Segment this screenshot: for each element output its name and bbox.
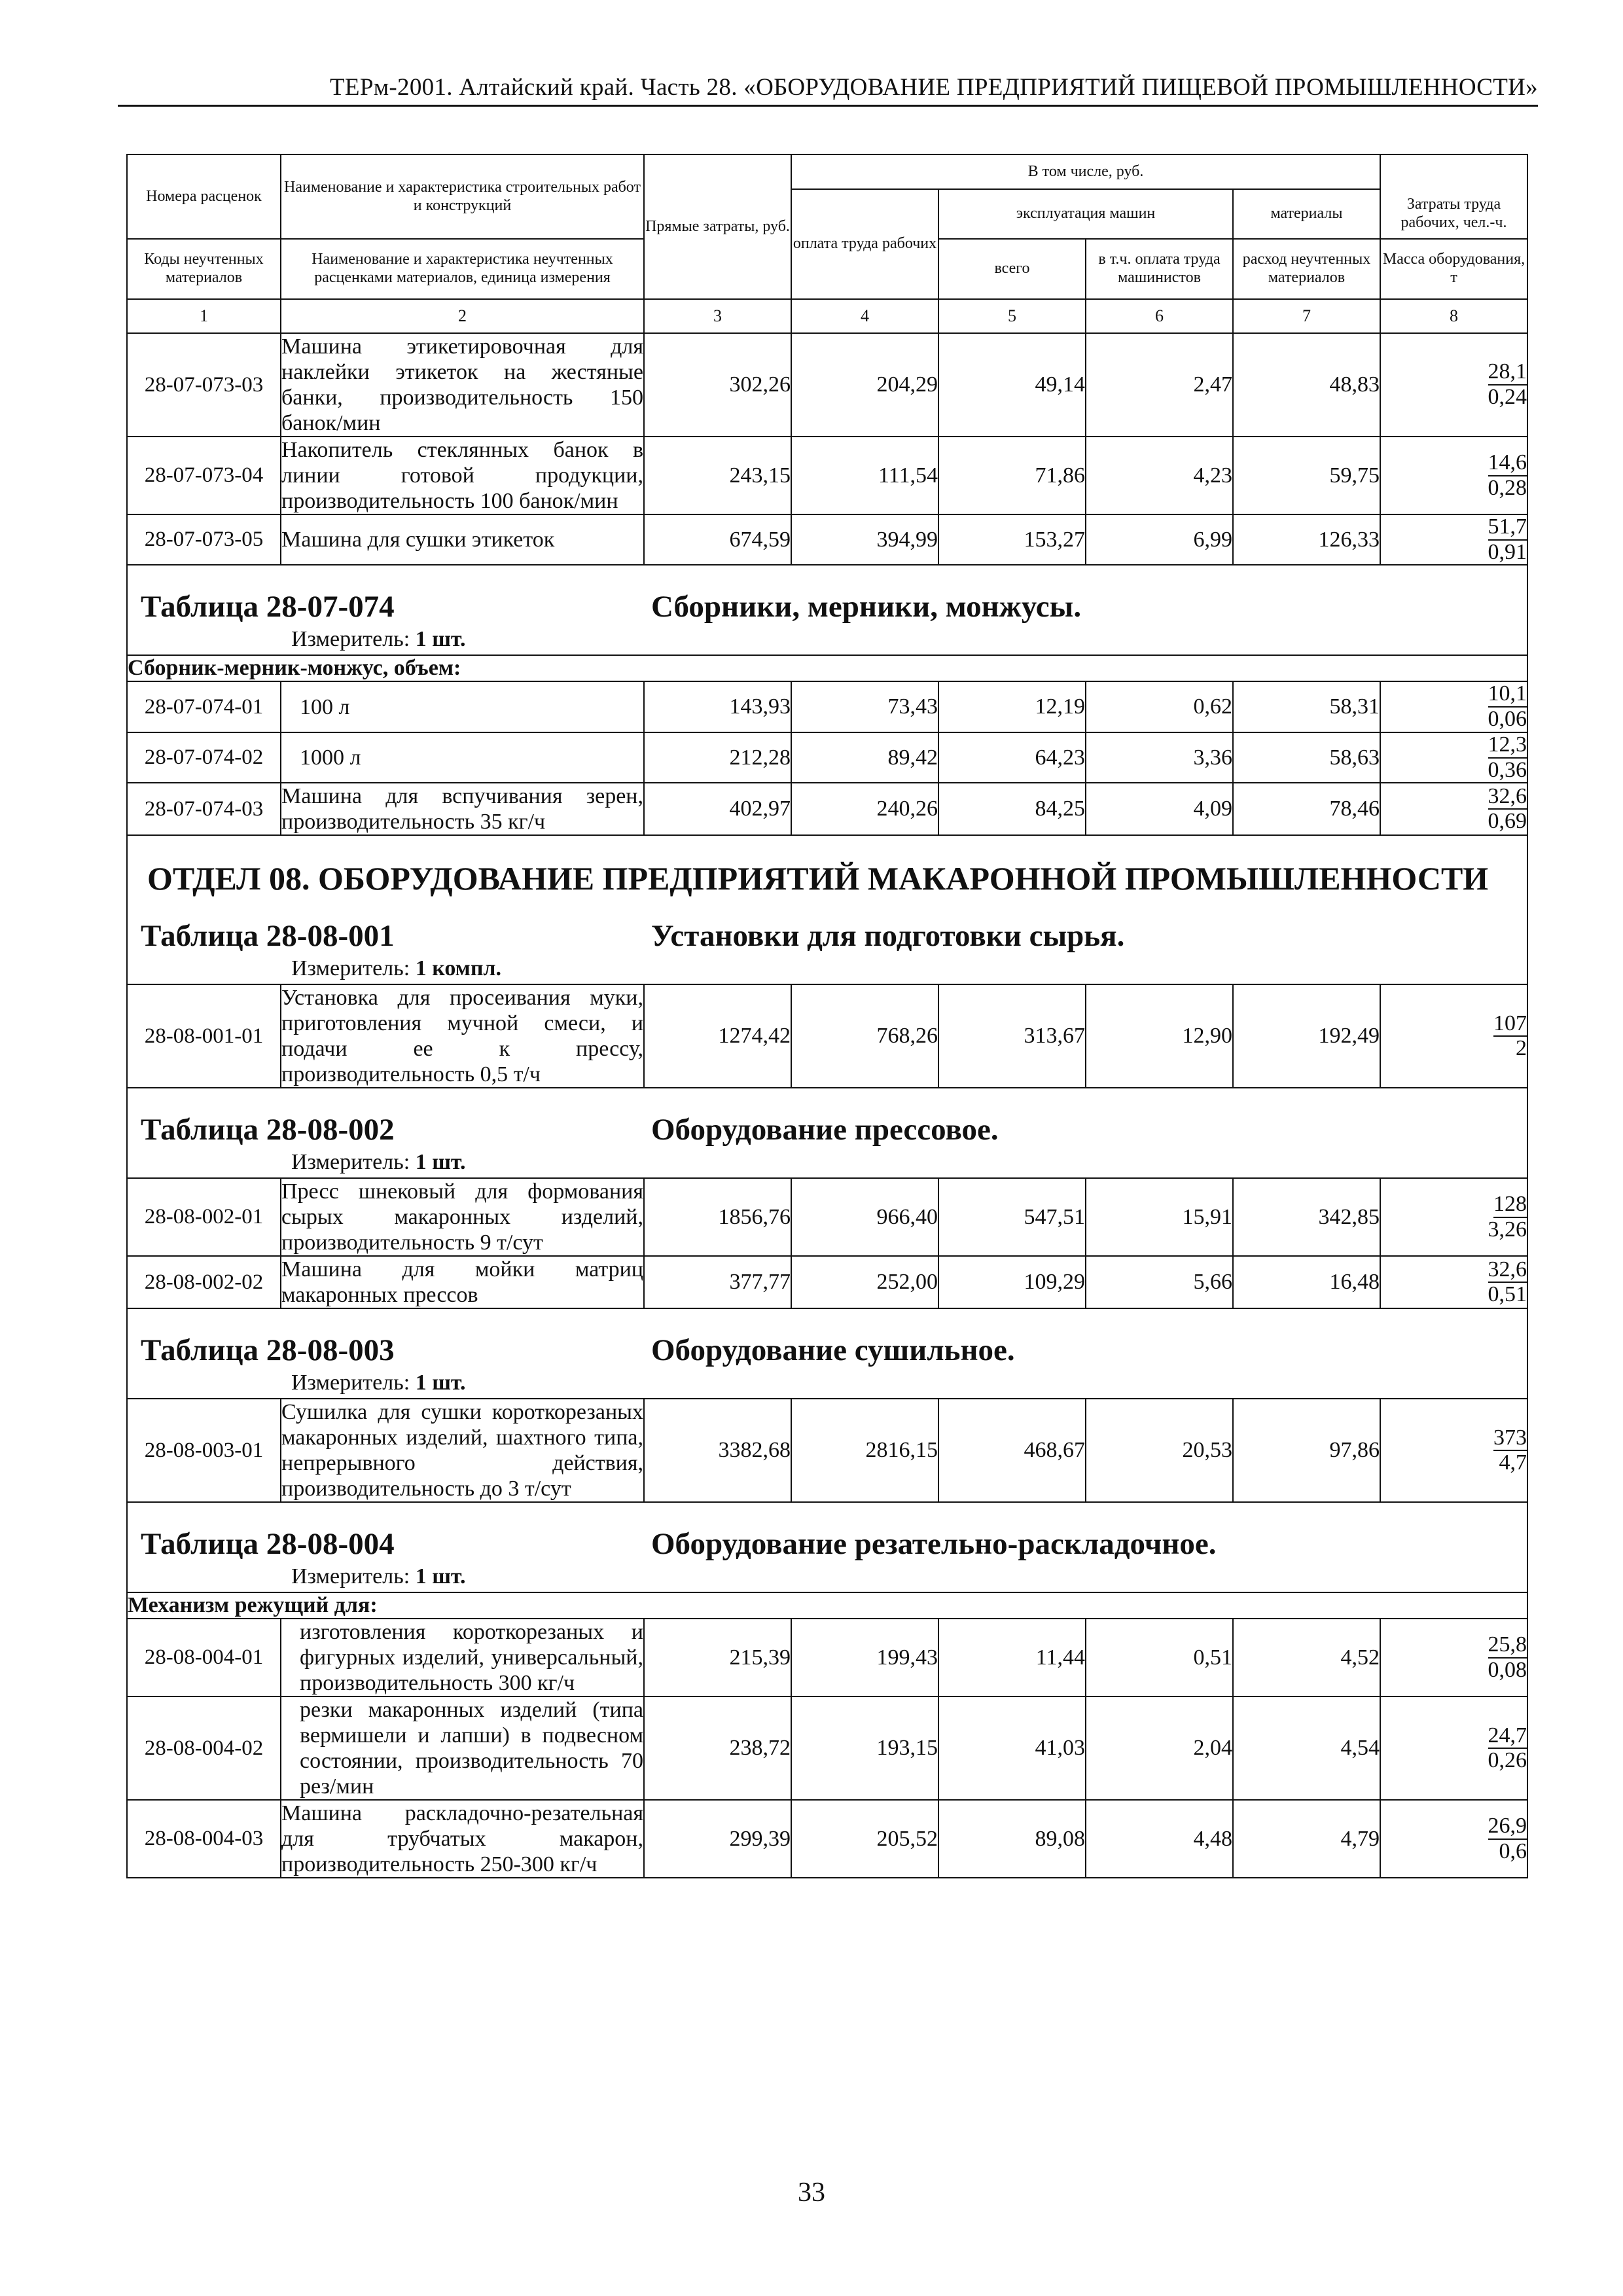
col-head-materials: материалы [1233,189,1380,239]
table-label: Таблица 28-07-074 [141,590,395,624]
direct-costs-value: 238,72 [644,1696,791,1800]
table-heading [127,565,1527,655]
machines-total-value: 64,23 [938,732,1086,783]
column-number: 1 [127,299,281,333]
measure-unit [128,1562,1527,1592]
direct-costs-value: 302,26 [644,333,791,437]
machines-total-value: 71,86 [938,437,1086,514]
operators-pay-value: 6,99 [1086,514,1233,565]
table-title: Установки для подготовки сырья. [651,919,1125,954]
table-label: Таблица 28-08-001 [141,919,395,954]
labor-hours-value: 107 [1493,1012,1527,1037]
page-number: 33 [798,2178,825,2208]
rate-code: 28-07-074-03 [127,783,281,835]
labor-hours-value: 24,7 [1488,1724,1527,1749]
labor-mass-fraction [1380,1619,1527,1696]
table-caption [128,1088,1527,1147]
measure-value: 1 шт. [415,1564,466,1589]
rate-code: 28-08-004-01 [127,1619,281,1696]
machines-total-value: 109,29 [938,1256,1086,1308]
column-number: 2 [281,299,644,333]
equipment-mass-value: 0,69 [1488,809,1527,834]
col-head-direct-costs: Прямые затраты, руб. [644,154,791,299]
table-heading [127,1308,1527,1399]
equipment-mass-value: 0,26 [1488,1748,1527,1773]
direct-costs-value: 299,39 [644,1800,791,1878]
table-row [127,1696,1527,1800]
column-number: 8 [1380,299,1527,333]
materials-value: 192,49 [1233,984,1380,1088]
machines-total-value: 153,27 [938,514,1086,565]
operators-pay-value: 15,91 [1086,1178,1233,1256]
labor-mass-fraction [1380,984,1527,1088]
materials-value: 59,75 [1233,437,1380,514]
operators-pay-value: 4,09 [1086,783,1233,835]
materials-value: 58,63 [1233,732,1380,783]
materials-value: 16,48 [1233,1256,1380,1308]
labor-pay-value: 193,15 [791,1696,938,1800]
table-row [127,1619,1527,1696]
col-head-blank [1380,154,1527,189]
item-name: 1000 л [281,732,644,783]
item-name: 100 л [281,681,644,732]
item-name: Машина для вспучивания зерен, производительность 35 кг/ч [281,784,643,834]
column-number: 5 [938,299,1086,333]
labor-mass-fraction [1380,1256,1527,1308]
operators-pay-value: 2,47 [1086,333,1233,437]
item-name: Машина раскладочно-резательная для трубчатых макарон, производительность 250-300 кг/ч [281,1801,643,1877]
operators-pay-value: 5,66 [1086,1256,1233,1308]
table-caption [128,1309,1527,1368]
machines-total-value: 84,25 [938,783,1086,835]
item-name: Установка для просеивания муки, приготовления мучной смеси, и подачи ее к прессу, производительность 0,5 т/ч [281,986,643,1087]
direct-costs-value: 1274,42 [644,984,791,1088]
col-head-machine-operation: эксплуатация машин [938,189,1233,239]
equipment-mass-value: 0,91 [1488,539,1527,564]
estimate-table [126,154,1528,1878]
labor-hours-value: 128 [1493,1193,1527,1218]
measure-value: 1 шт. [415,1371,466,1395]
labor-hours-value: 28,1 [1488,360,1527,386]
labor-mass-fraction [1380,732,1527,783]
table-row [127,1800,1527,1878]
operators-pay-value: 0,62 [1086,681,1233,732]
labor-mass-fraction [1380,437,1527,514]
measure-value: 1 компл. [415,956,502,981]
operators-pay-value: 0,51 [1086,1619,1233,1696]
equipment-mass-value: 3,26 [1488,1217,1527,1242]
measure-value: 1 шт. [415,627,466,652]
measure-label: Измеритель: [291,627,410,652]
table-heading [127,1088,1527,1178]
direct-costs-value: 1856,76 [644,1178,791,1256]
labor-mass-fraction [1380,333,1527,437]
rows-28-08-003 [127,1399,1527,1502]
col-head-including: В том числе, руб. [791,154,1380,189]
direct-costs-value: 674,59 [644,514,791,565]
measure-label: Измеритель: [291,956,410,981]
table-title: Оборудование прессовое. [651,1113,999,1147]
rate-code: 28-08-002-02 [127,1256,281,1308]
table-label: Таблица 28-08-004 [141,1527,395,1562]
measure-unit [128,1368,1527,1398]
rows-28-08-004 [127,1619,1527,1878]
labor-pay-value: 768,26 [791,984,938,1088]
table-28-07-074-heading [127,565,1527,681]
labor-hours-value: 32,6 [1488,1258,1527,1283]
materials-value: 126,33 [1233,514,1380,565]
measure-unit [128,624,1527,655]
labor-mass-fraction [1380,1178,1527,1256]
table-label: Таблица 28-08-002 [141,1113,395,1147]
rate-code: 28-08-003-01 [127,1399,281,1502]
labor-hours-value: 14,6 [1488,451,1527,476]
labor-hours-value: 373 [1493,1426,1527,1452]
item-name: Машина этикетировочная для наклейки этикеток на жестяные банки, производительность 150 банок/мин [281,334,643,435]
equipment-mass-value: 0,51 [1488,1282,1527,1307]
labor-pay-value: 205,52 [791,1800,938,1878]
col-head-operators-pay: в т.ч. оплата труда машинистов [1086,239,1233,299]
direct-costs-value: 377,77 [644,1256,791,1308]
table-row [127,437,1527,514]
labor-pay-value: 73,43 [791,681,938,732]
direct-costs-value: 212,28 [644,732,791,783]
equipment-mass-value: 4,7 [1499,1450,1527,1475]
table-row [127,1256,1527,1308]
materials-value: 4,79 [1233,1800,1380,1878]
rate-code: 28-08-004-03 [127,1800,281,1878]
equipment-mass-value: 2 [1516,1036,1527,1061]
col-head-work-name: Наименование и характеристика строительных работ и конструкций [281,154,644,239]
table-title: Сборники, мерники, монжусы. [651,590,1082,624]
equipment-mass-value: 0,08 [1488,1657,1527,1682]
labor-hours-value: 51,7 [1488,515,1527,541]
table-row [127,333,1527,437]
materials-value: 48,83 [1233,333,1380,437]
machines-total-value: 468,67 [938,1399,1086,1502]
materials-value: 4,54 [1233,1696,1380,1800]
item-name: изготовления короткорезаных и фигурных изделий, универсальный, производительность 300 кг/ч [281,1619,644,1696]
measure-label: Измеритель: [291,1564,410,1589]
labor-hours-value: 32,6 [1488,785,1527,810]
table-row [127,681,1527,732]
labor-hours-value: 26,9 [1488,1814,1527,1840]
operators-pay-value: 12,90 [1086,984,1233,1088]
table-28-08-004-heading [127,1502,1527,1619]
rate-code: 28-08-002-01 [127,1178,281,1256]
measure-unit [128,1147,1527,1177]
table-row [127,984,1527,1088]
rate-code: 28-08-001-01 [127,984,281,1088]
labor-mass-fraction [1380,681,1527,732]
item-name: Пресс шнековый для формования сырых макаронных изделий, производительность 9 т/сут [281,1179,643,1255]
machines-total-value: 313,67 [938,984,1086,1088]
labor-pay-value: 89,42 [791,732,938,783]
labor-pay-value: 252,00 [791,1256,938,1308]
table-row [127,514,1527,565]
rows-28-08-001 [127,984,1527,1088]
labor-pay-value: 394,99 [791,514,938,565]
direct-costs-value: 143,93 [644,681,791,732]
direct-costs-value: 215,39 [644,1619,791,1696]
item-name: резки макаронных изделий (типа вермишели и лапши) в подвесном состоянии, производительность 70 рез/мин [281,1696,644,1800]
labor-hours-value: 10,1 [1488,682,1527,708]
materials-value: 342,85 [1233,1178,1380,1256]
table-28-08-002-heading [127,1088,1527,1178]
rows-28-07-074 [127,681,1527,835]
subheading: Механизм режущий для: [127,1592,1527,1619]
labor-pay-value: 204,29 [791,333,938,437]
column-number: 6 [1086,299,1233,333]
measure-label: Измеритель: [291,1150,410,1175]
labor-hours-value: 12,3 [1488,733,1527,759]
labor-mass-fraction [1380,1800,1527,1878]
operators-pay-value: 20,53 [1086,1399,1233,1502]
rate-code: 28-07-074-02 [127,732,281,783]
col-head-total: всего [938,239,1086,299]
header-rule [118,105,1538,107]
labor-pay-value: 240,26 [791,783,938,835]
materials-value: 78,46 [1233,783,1380,835]
machines-total-value: 11,44 [938,1619,1086,1696]
item-name: Сушилка для сушки короткорезаных макаронных изделий, шахтного типа, непрерывного действия, производительность до 3 т/сут [281,1400,643,1501]
col-head-labor-costs: Затраты труда рабочих, чел.-ч. [1380,189,1527,239]
equipment-mass-value: 0,36 [1488,757,1527,782]
section-08-heading [127,835,1527,984]
labor-mass-fraction [1380,1399,1527,1502]
equipment-mass-value: 0,6 [1499,1839,1527,1863]
machines-total-value: 12,19 [938,681,1086,732]
col-head-labor-pay: оплата труда рабочих [791,189,938,299]
operators-pay-value: 4,23 [1086,437,1233,514]
item-name: Машина для мойки матриц макаронных прессов [281,1257,643,1308]
rate-code: 28-07-073-04 [127,437,281,514]
labor-hours-value: 25,8 [1488,1633,1527,1659]
labor-mass-fraction [1380,783,1527,835]
rate-code: 28-07-073-03 [127,333,281,437]
labor-mass-fraction [1380,514,1527,565]
labor-pay-value: 111,54 [791,437,938,514]
table-label: Таблица 28-08-003 [141,1333,395,1368]
measure-value: 1 шт. [415,1150,466,1175]
measure-label: Измеритель: [291,1371,410,1395]
table-row [127,732,1527,783]
labor-pay-value: 2816,15 [791,1399,938,1502]
section-title: ОТДЕЛ 08. ОБОРУДОВАНИЕ ПРЕДПРИЯТИЙ МАКАРОННОЙ ПРОМЫШЛЕННОСТИ [147,860,1489,897]
table-title: Оборудование сушильное. [651,1333,1015,1368]
item-name: Машина для сушки этикеток [281,514,644,565]
direct-costs-value: 243,15 [644,437,791,514]
column-number: 4 [791,299,938,333]
machines-total-value: 89,08 [938,1800,1086,1878]
rows-28-07-073 [127,333,1527,565]
section-heading-cell [127,835,1527,984]
equipment-mass-value: 0,24 [1488,385,1527,409]
col-head-material-consumption: расход неучтенных материалов [1233,239,1380,299]
labor-mass-fraction [1380,1696,1527,1800]
table-caption [128,897,1527,954]
materials-value: 4,52 [1233,1619,1380,1696]
measure-unit [128,954,1527,984]
direct-costs-value: 402,97 [644,783,791,835]
labor-pay-value: 966,40 [791,1178,938,1256]
col-head-equipment-mass: Масса оборудования, т [1380,239,1527,299]
column-number: 7 [1233,299,1380,333]
machines-total-value: 547,51 [938,1178,1086,1256]
col-head-material-codes: Коды неучтенных материалов [127,239,281,299]
table-title: Оборудование резательно-раскладочное. [651,1527,1217,1562]
table-caption [128,565,1527,624]
rate-code: 28-08-004-02 [127,1696,281,1800]
table-row [127,783,1527,835]
labor-pay-value: 199,43 [791,1619,938,1696]
rows-28-08-002 [127,1178,1527,1308]
machines-total-value: 49,14 [938,333,1086,437]
col-head-rate-numbers: Номера расценок [127,154,281,239]
table-row [127,1399,1527,1502]
direct-costs-value: 3382,68 [644,1399,791,1502]
item-name: Накопитель стеклянных банок в линии готовой продукции, производительность 100 банок/мин [281,438,643,513]
table-heading [127,1502,1527,1592]
operators-pay-value: 2,04 [1086,1696,1233,1800]
rate-code: 28-07-073-05 [127,514,281,565]
col-head-material-names: Наименование и характеристика неучтенных расценками материалов, единица измерения [281,239,644,299]
operators-pay-value: 4,48 [1086,1800,1233,1878]
table-caption [128,1503,1527,1562]
equipment-mass-value: 0,06 [1488,707,1527,732]
materials-value: 58,31 [1233,681,1380,732]
materials-value: 97,86 [1233,1399,1380,1502]
table-row [127,1178,1527,1256]
operators-pay-value: 3,36 [1086,732,1233,783]
table-28-08-003-heading [127,1308,1527,1399]
machines-total-value: 41,03 [938,1696,1086,1800]
equipment-mass-value: 0,28 [1488,475,1527,500]
rate-code: 28-07-074-01 [127,681,281,732]
running-header: ТЕРм-2001. Алтайский край. Часть 28. «ОБОРУДОВАНИЕ ПРЕДПРИЯТИЙ ПИЩЕВОЙ ПРОМЫШЛЕННОСТИ» [330,74,1538,101]
column-number: 3 [644,299,791,333]
subheading: Сборник-мерник-монжус, объем: [127,655,1527,681]
